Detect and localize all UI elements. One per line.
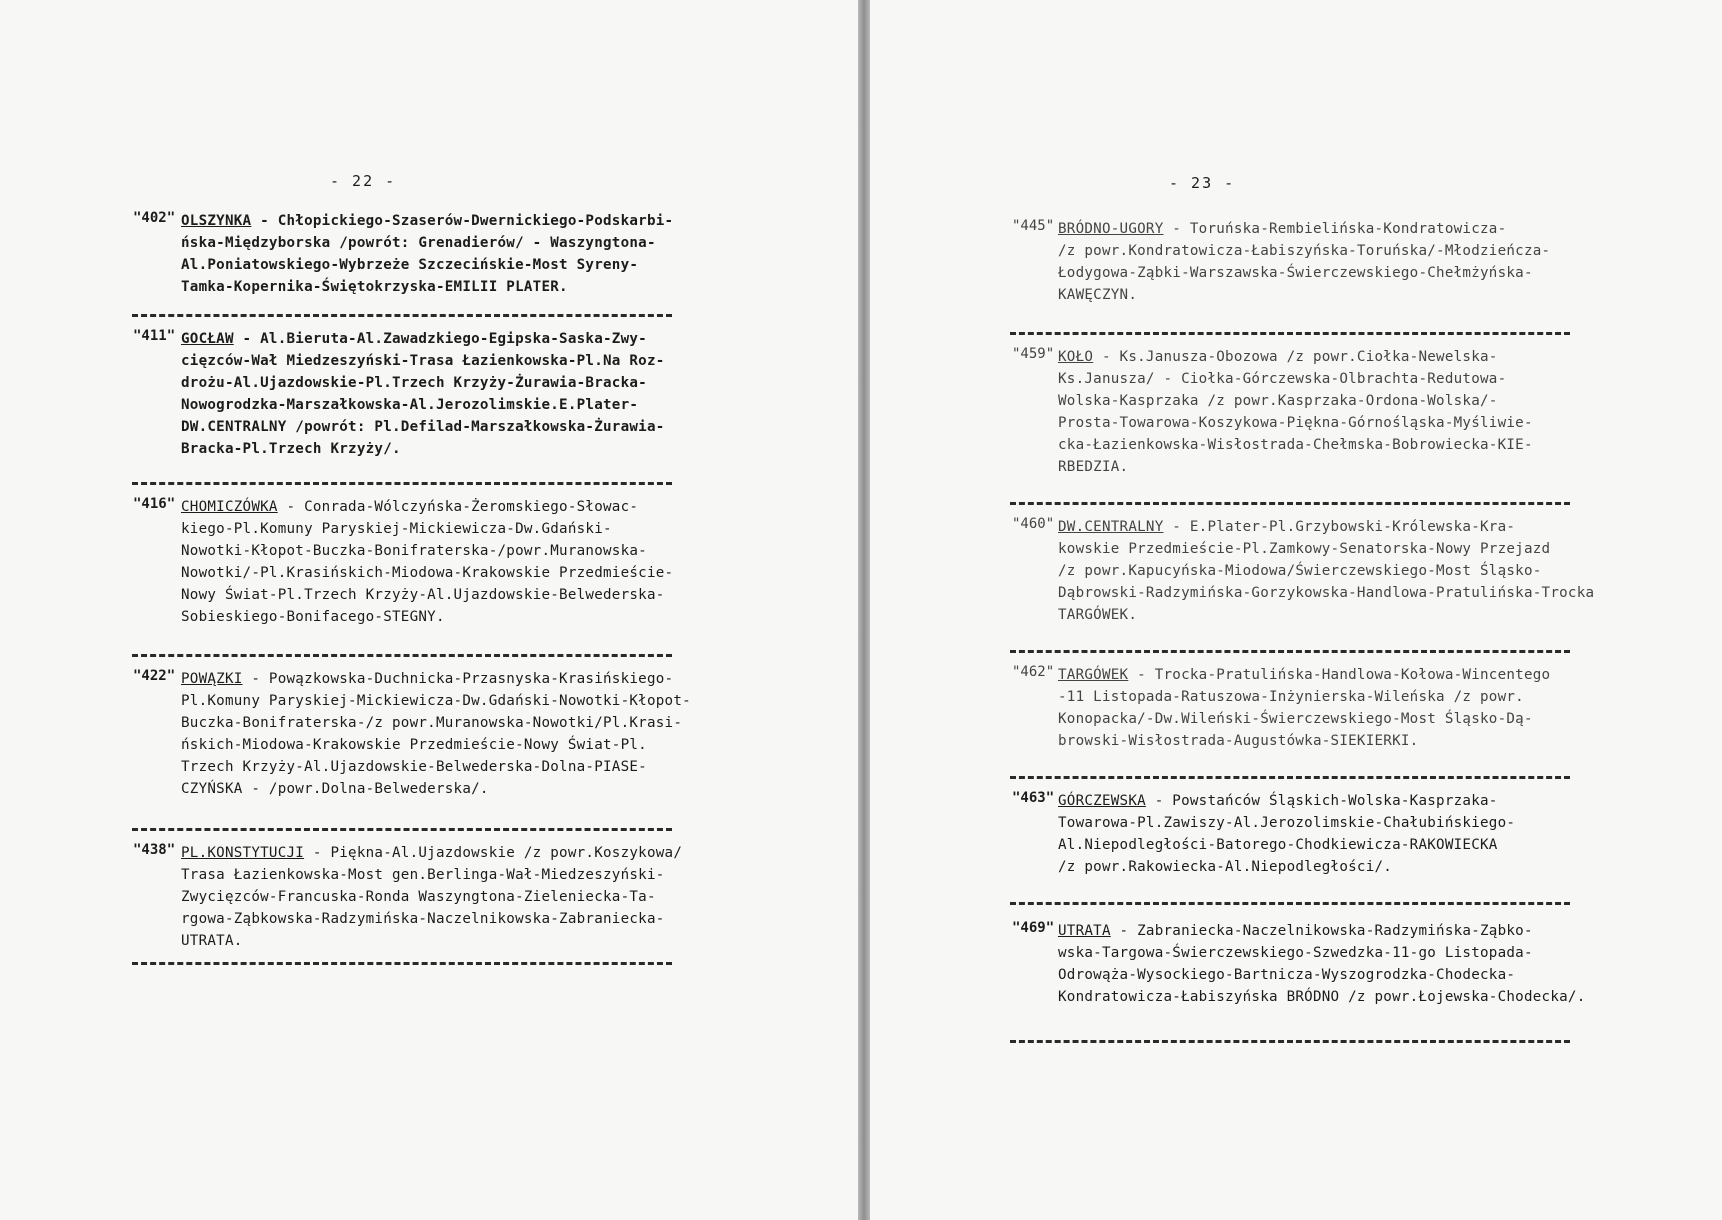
route-name: CHOMICZÓWKA bbox=[181, 499, 278, 515]
route-description: GÓRCZEWSKA - Powstańców Śląskich-Wolska-Kasprzaka- Towarowa-Pl.Zawiszy-Al.Jerozolimskie-Chałubińskiego- Al.Niepodległości-Batorego-Chodkiewicza-RAKOWIECKA /z powr.Rakowiecka-Al.Niepodległości/. bbox=[1058, 793, 1516, 875]
route-name: PL.KONSTYTUCJI bbox=[181, 845, 305, 861]
route-number: "459" bbox=[1012, 346, 1055, 362]
route-number: "411" bbox=[133, 328, 176, 344]
route-name: DW.CENTRALNY bbox=[1058, 519, 1164, 535]
route-description: UTRATA - Zabraniecka-Naczelnikowska-Radzymińska-Ząbko- wska-Targowa-Świerczewskiego-Szwedzka-11-go Listopada- Odrowąża-Wysockiego-Bartnicza-Wyszogrodzka-Chodecka- Kondratowicza-Łabiszyńska BRÓDNO /z powr.Łojewska-Chodecka/. bbox=[1058, 923, 1586, 1005]
page-number: - 22 - bbox=[330, 172, 397, 190]
book-gutter bbox=[858, 0, 870, 1220]
route-number: "463" bbox=[1012, 790, 1055, 806]
route-name: KOŁO bbox=[1058, 349, 1094, 365]
separator-line bbox=[132, 828, 672, 831]
route-name: UTRATA bbox=[1058, 923, 1111, 939]
route-number: "462" bbox=[1012, 664, 1055, 680]
separator-line bbox=[1010, 902, 1570, 905]
route-description: GOCŁAW - Al.Bieruta-Al.Zawadzkiego-Egipska-Saska-Zwy- cięzców-Wał Miedzeszyński-Trasa Łazienkowska-Pl.Na Roz- drożu-Al.Ujazdowskie-Pl.Trzech Krzyży-Żurawia-Bracka- Nowogrodzka-Marszałkowska-Al.Jerozolimskie.E.Plater- DW.CENTRALNY /powrót: Pl.Defilad-Marszałkowska-Żurawia- Bracka-Pl.Trzech Krzyży/. bbox=[181, 331, 665, 457]
route-description: KOŁO - Ks.Janusza-Obozowa /z powr.Ciołka-Newelska- Ks.Janusza/ - Ciołka-Górczewska-Olbrachta-Redutowa- Wolska-Kasprzaka /z powr.Kasprzaka-Ordona-Wolska/- Prosta-Towarowa-Koszykowa-Piękna-Górnośląska-Myśliwie- cka-Łazienkowska-Wisłostrada-Chełmska-Bobrowiecka-KIE- RBEDZIA. bbox=[1058, 349, 1533, 475]
route-number: "438" bbox=[133, 842, 176, 858]
page-23 bbox=[870, 0, 1722, 1220]
route-number: "469" bbox=[1012, 920, 1055, 936]
route-description: DW.CENTRALNY - E.Plater-Pl.Grzybowski-Królewska-Kra- kowskie Przedmieście-Pl.Zamkowy-Senatorska-Nowy Przejazd /z powr.Kapucyńska-Miodowa/Świerczewskiego-Most Śląsko- Dąbrowski-Radzymińska-Gorzykowska-Handlowa-Pratulińska-Trocka TARGÓWEK. bbox=[1058, 519, 1595, 623]
route-name: GÓRCZEWSKA bbox=[1058, 793, 1146, 809]
route-name: BRÓDNO-UGORY bbox=[1058, 221, 1164, 237]
route-name: POWĄZKI bbox=[181, 671, 243, 687]
page-22 bbox=[0, 0, 858, 1220]
route-name: GOCŁAW bbox=[181, 331, 234, 347]
separator-line bbox=[132, 482, 672, 485]
route-description: PL.KONSTYTUCJI - Piękna-Al.Ujazdowskie /z powr.Koszykowa/ Trasa Łazienkowska-Most gen.Berlinga-Wał-Miedzeszyński- Zwycięzców-Francuska-Ronda Waszyngtona-Zieleniecka-Ta- rgowa-Ząbkowska-Radzymińska-Naczelnikowska-Zabraniecka- UTRATA. bbox=[181, 845, 683, 949]
separator-line bbox=[1010, 650, 1570, 653]
separator-line bbox=[132, 654, 672, 657]
route-description: TARGÓWEK - Trocka-Pratulińska-Handlowa-Kołowa-Wincentego -11 Listopada-Ratuszowa-Inżynierska-Wileńska /z powr. Konopacka/-Dw.Wileński-Świerczewskiego-Most Śląsko-Dą- browski-Wisłostrada-Augustówka-SIEKIERKI. bbox=[1058, 667, 1551, 749]
route-description: BRÓDNO-UGORY - Toruńska-Rembielińska-Kondratowicza- /z powr.Kondratowicza-Łabiszyńska-Toruńska/-Młodzieńcza- Łodygowa-Ząbki-Warszawska-Świerczewskiego-Chełmżyńska- KAWĘCZYN. bbox=[1058, 221, 1551, 303]
route-name: OLSZYNKA bbox=[181, 213, 252, 229]
route-description: POWĄZKI - Powązkowska-Duchnicka-Przasnyska-Krasińskiego- Pl.Komuny Paryskiej-Mickiewicza-Dw.Gdański-Nowotki-Kłopot- Buczka-Bonifraterska-/z powr.Muranowska-Nowotki/Pl.Krasi- ńskich-Miodowa-Krakowskie Przedmieście-Nowy Świat-Pl. Trzech Krzyży-Al.Ujazdowskie-Belwederska-Dolna-PIASE- CZYŃSKA - /powr.Dolna-Belwederska/. bbox=[181, 671, 691, 797]
route-number: "402" bbox=[133, 210, 176, 226]
separator-line bbox=[1010, 502, 1570, 505]
separator-line bbox=[1010, 776, 1570, 779]
route-description: OLSZYNKA - Chłopickiego-Szaserów-Dwernickiego-Podskarbi- ńska-Międzyborska /powrót: Grenadierów/ - Waszyngtona- Al.Poniatowskiego-Wybrzeże Szczecińskie-Most Syreny- Tamka-Kopernika-Świętokrzyska-EMILII PLATER. bbox=[181, 213, 674, 295]
route-number: "460" bbox=[1012, 516, 1055, 532]
route-number: "416" bbox=[133, 496, 176, 512]
separator-line bbox=[1010, 332, 1570, 335]
separator-line bbox=[132, 962, 672, 965]
page-number: - 23 - bbox=[1169, 174, 1236, 192]
route-description: CHOMICZÓWKA - Conrada-Wólczyńska-Żeromskiego-Słowac- kiego-Pl.Komuny Paryskiej-Mickiewicza-Dw.Gdański- Nowotki-Kłopot-Buczka-Bonifraterska-/powr.Muranowska- Nowotki/-Pl.Krasińskich-Miodowa-Krakowskie Przedmieście- Nowy Świat-Pl.Trzech Krzyży-Al.Ujazdowskie-Belwederska- Sobieskiego-Bonifacego-STEGNY. bbox=[181, 499, 674, 625]
route-number: "445" bbox=[1012, 218, 1055, 234]
route-number: "422" bbox=[133, 668, 176, 684]
separator-line bbox=[1010, 1040, 1570, 1043]
route-name: TARGÓWEK bbox=[1058, 667, 1129, 683]
separator-line bbox=[132, 314, 672, 317]
